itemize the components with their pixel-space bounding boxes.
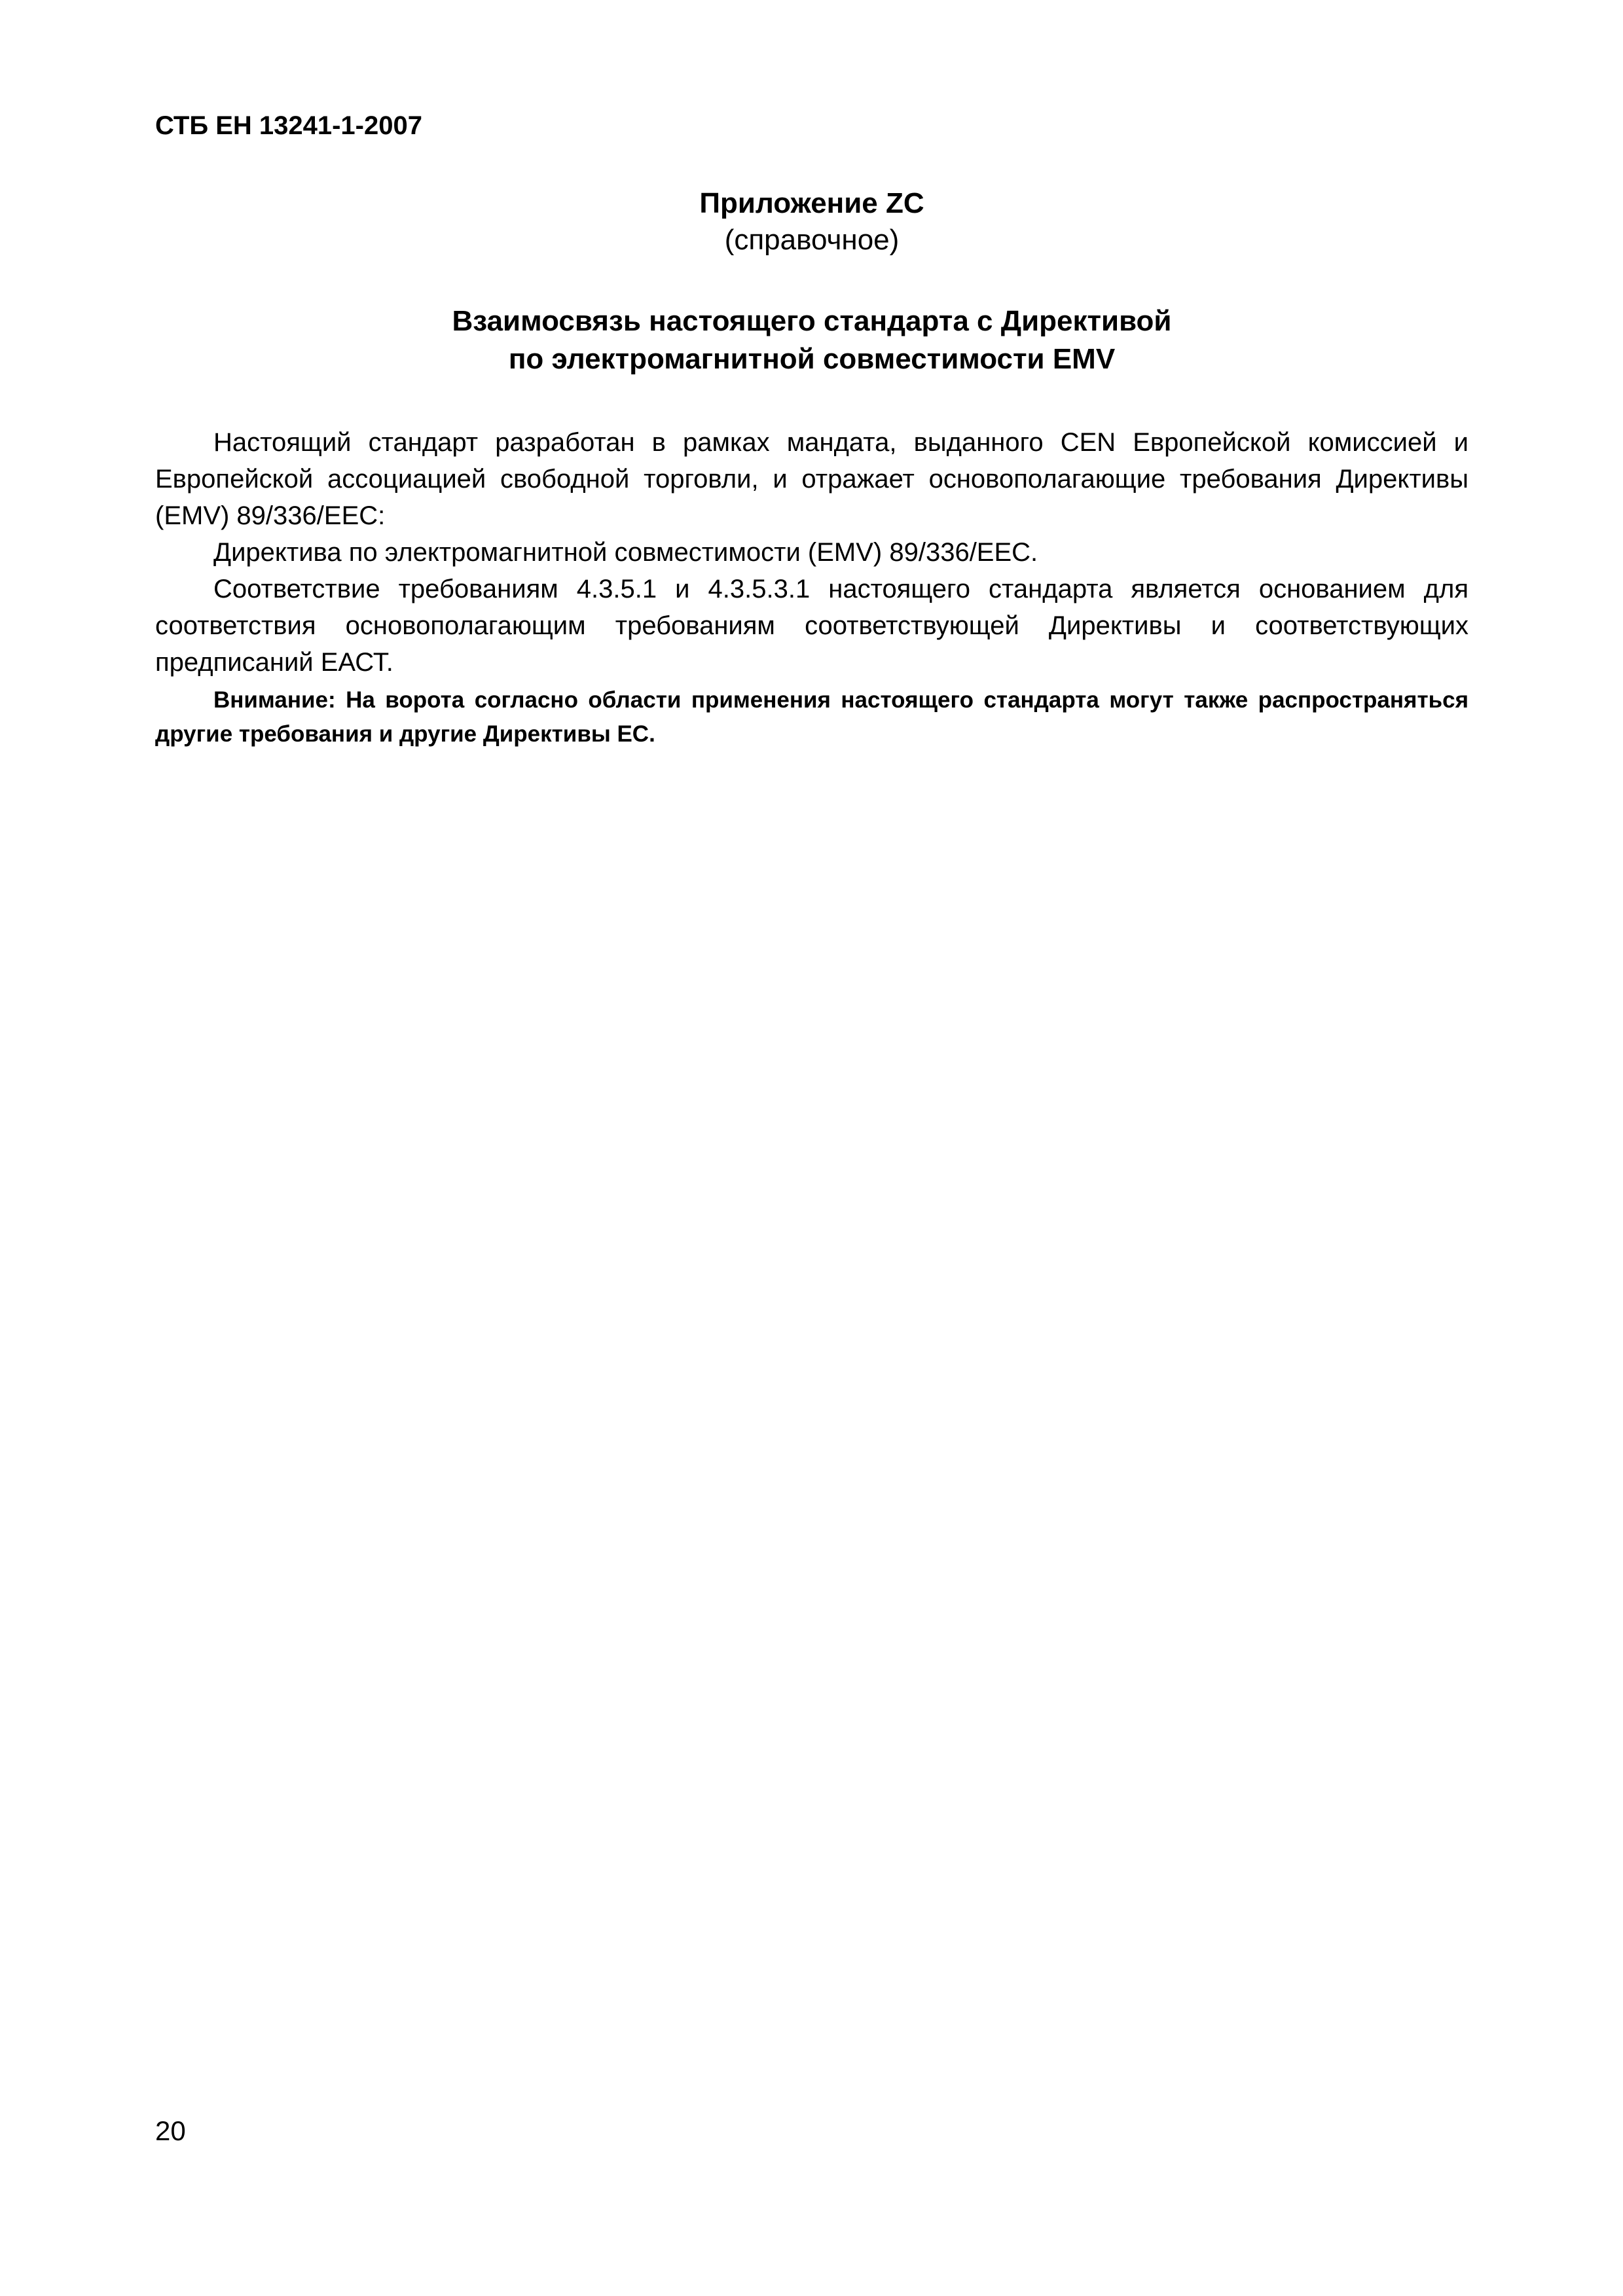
section-title — [155, 302, 1468, 378]
document-code: СТБ ЕН 13241-1-2007 — [155, 111, 422, 140]
page-number: 20 — [155, 2115, 186, 2146]
paragraph-directive: Директива по электромагнитной совместимости (EMV) 89/336/EEC. — [213, 538, 1038, 567]
annex-type: (справочное) — [724, 224, 900, 256]
section-title-line-1: Взаимосвязь настоящего стандарта с Директивой — [452, 305, 1172, 337]
paragraph-conformity: Соответствие требованиям 4.3.5.1 и 4.3.5.3.1 настоящего стандарта является основанием для соответствия основополагающим требованиям соответствующей Директивы и соответствующих предписаний ЕАСТ. — [155, 575, 1468, 677]
paragraph-mandate: Настоящий стандарт разработан в рамках мандата, выданного CEN Европейской комиссией и Европейской ассоциацией свободной торговли, и отражает основополагающие требования Директивы (EMV) 89/336/EEC: — [155, 428, 1468, 530]
annex-title: Приложение ZC — [699, 187, 924, 219]
body-text — [155, 424, 1468, 751]
section-title-line-2: по электромагнитной совместимости EMV — [508, 343, 1116, 375]
paragraph-warning: Внимание: На ворота согласно области применения настоящего стандарта могут также распространяться другие требования и другие Директивы ЕС. — [155, 687, 1468, 747]
